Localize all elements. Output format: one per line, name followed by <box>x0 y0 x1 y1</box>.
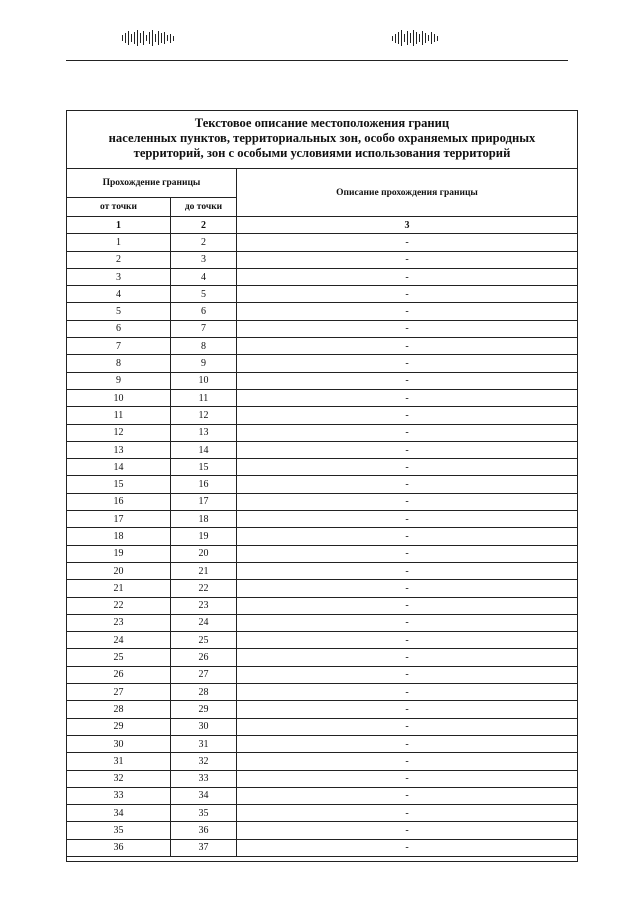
table-row <box>67 476 577 493</box>
from-point-cell: 31 <box>67 753 171 769</box>
column-number: 3 <box>404 219 410 231</box>
description-cell: - <box>405 236 409 248</box>
barcode-right <box>392 30 438 46</box>
description-cell: - <box>405 617 409 629</box>
table-title <box>67 111 577 169</box>
table-row <box>67 753 577 770</box>
table-row <box>67 269 577 286</box>
table-row <box>67 615 577 632</box>
from-point-cell: 21 <box>67 580 171 596</box>
from-point-cell: 24 <box>67 632 171 648</box>
from-point-cell: 22 <box>67 598 171 614</box>
table-row <box>67 442 577 459</box>
to-point-cell: 33 <box>171 771 237 787</box>
table-row <box>67 546 577 563</box>
title-line-3: территорий, зон с особыми условиями использования территорий <box>133 146 511 160</box>
description-cell: - <box>405 427 409 439</box>
description-cell: - <box>405 306 409 318</box>
to-point-cell: 20 <box>171 546 237 562</box>
description-cell: - <box>405 686 409 698</box>
table-row <box>67 580 577 597</box>
from-point-cell: 13 <box>67 442 171 458</box>
from-point-cell: 9 <box>67 373 171 389</box>
description-cell: - <box>405 496 409 508</box>
table-row <box>67 459 577 476</box>
to-point-cell: 18 <box>171 511 237 527</box>
table-row <box>67 563 577 580</box>
from-point-cell: 15 <box>67 476 171 492</box>
description-cell: - <box>405 375 409 387</box>
to-point-cell: 9 <box>171 355 237 371</box>
from-point-cell: 36 <box>67 840 171 856</box>
from-point-cell: 25 <box>67 649 171 665</box>
to-point-cell: 28 <box>171 684 237 700</box>
to-point-cell: 19 <box>171 528 237 544</box>
from-point-cell: 1 <box>67 234 171 250</box>
description-cell: - <box>405 358 409 370</box>
table-row <box>67 511 577 528</box>
description-cell: - <box>405 721 409 733</box>
table-row <box>67 788 577 805</box>
from-point-cell: 30 <box>67 736 171 752</box>
to-point-cell: 17 <box>171 494 237 510</box>
from-point-cell: 10 <box>67 390 171 406</box>
header-boundary-passage: Прохождение границы <box>67 169 237 198</box>
column-number: 2 <box>171 217 237 233</box>
description-cell: - <box>405 548 409 560</box>
to-point-cell: 34 <box>171 788 237 804</box>
description-cell: - <box>405 842 409 854</box>
from-point-cell: 35 <box>67 822 171 838</box>
from-point-cell: 6 <box>67 321 171 337</box>
table-row <box>67 649 577 666</box>
description-cell: - <box>405 755 409 767</box>
from-point-cell: 27 <box>67 684 171 700</box>
description-cell: - <box>405 479 409 491</box>
table-row <box>67 355 577 372</box>
table-row <box>67 736 577 753</box>
description-cell: - <box>405 738 409 750</box>
description-cell: - <box>405 254 409 266</box>
table-row <box>67 701 577 718</box>
from-point-cell: 20 <box>67 563 171 579</box>
description-cell: - <box>405 409 409 421</box>
to-point-cell: 23 <box>171 598 237 614</box>
to-point-cell: 36 <box>171 822 237 838</box>
to-point-cell: 3 <box>171 252 237 268</box>
from-point-cell: 7 <box>67 338 171 354</box>
description-cell: - <box>405 323 409 335</box>
title-line-2: населенных пунктов, территориальных зон, особо охраняемых природных <box>108 131 536 145</box>
to-point-cell: 25 <box>171 632 237 648</box>
table-row <box>67 252 577 269</box>
from-point-cell: 33 <box>67 788 171 804</box>
description-cell: - <box>405 582 409 594</box>
to-point-cell: 8 <box>171 338 237 354</box>
from-point-cell: 29 <box>67 719 171 735</box>
from-point-cell: 28 <box>67 701 171 717</box>
to-point-cell: 13 <box>171 425 237 441</box>
description-cell: - <box>405 392 409 404</box>
to-point-cell: 32 <box>171 753 237 769</box>
from-point-cell: 16 <box>67 494 171 510</box>
description-cell: - <box>405 444 409 456</box>
to-point-cell: 30 <box>171 719 237 735</box>
description-cell: - <box>405 825 409 837</box>
to-point-cell: 11 <box>171 390 237 406</box>
description-cell: - <box>405 461 409 473</box>
table-row <box>67 373 577 390</box>
from-point-cell: 14 <box>67 459 171 475</box>
table-row <box>67 719 577 736</box>
to-point-cell: 27 <box>171 667 237 683</box>
to-point-cell: 16 <box>171 476 237 492</box>
to-point-cell: 5 <box>171 286 237 302</box>
table-row <box>67 771 577 788</box>
description-cell: - <box>405 634 409 646</box>
header-to-point: до точки <box>171 198 237 217</box>
description-cell: - <box>405 288 409 300</box>
to-point-cell: 10 <box>171 373 237 389</box>
header-from-point: от точки <box>67 198 171 217</box>
description-cell: - <box>405 530 409 542</box>
table-row <box>67 667 577 684</box>
description-cell: - <box>405 652 409 664</box>
boundary-table <box>66 110 578 862</box>
from-point-cell: 34 <box>67 805 171 821</box>
to-point-cell: 29 <box>171 701 237 717</box>
to-point-cell: 21 <box>171 563 237 579</box>
column-number-row <box>67 217 577 234</box>
from-point-cell: 17 <box>67 511 171 527</box>
table-row <box>67 321 577 338</box>
table-row <box>67 840 577 857</box>
description-cell: - <box>405 807 409 819</box>
description-cell: - <box>405 669 409 681</box>
from-point-cell: 12 <box>67 425 171 441</box>
to-point-cell: 26 <box>171 649 237 665</box>
description-cell: - <box>405 513 409 525</box>
from-point-cell: 23 <box>67 615 171 631</box>
column-number: 1 <box>67 217 171 233</box>
table-row <box>67 822 577 839</box>
to-point-cell: 24 <box>171 615 237 631</box>
to-point-cell: 15 <box>171 459 237 475</box>
from-point-cell: 11 <box>67 407 171 423</box>
from-point-cell: 18 <box>67 528 171 544</box>
to-point-cell: 2 <box>171 234 237 250</box>
from-point-cell: 5 <box>67 303 171 319</box>
table-row <box>67 234 577 251</box>
table-row <box>67 494 577 511</box>
table-row <box>67 286 577 303</box>
from-point-cell: 32 <box>67 771 171 787</box>
to-point-cell: 12 <box>171 407 237 423</box>
table-row <box>67 425 577 442</box>
to-point-cell: 4 <box>171 269 237 285</box>
header-description: Описание прохождения границы <box>237 169 577 217</box>
to-point-cell: 31 <box>171 736 237 752</box>
barcode-left <box>122 30 174 46</box>
description-cell: - <box>405 703 409 715</box>
to-point-cell: 22 <box>171 580 237 596</box>
header-rule <box>66 60 568 61</box>
description-cell: - <box>405 790 409 802</box>
to-point-cell: 7 <box>171 321 237 337</box>
from-point-cell: 3 <box>67 269 171 285</box>
description-cell: - <box>405 340 409 352</box>
table-row <box>67 390 577 407</box>
table-row <box>67 632 577 649</box>
description-cell: - <box>405 600 409 612</box>
table-row <box>67 338 577 355</box>
table-row <box>67 407 577 424</box>
table-row <box>67 805 577 822</box>
table-row <box>67 684 577 701</box>
table-row <box>67 303 577 320</box>
table-row <box>67 528 577 545</box>
title-line-1: Текстовое описание местоположения границ <box>194 116 450 130</box>
from-point-cell: 2 <box>67 252 171 268</box>
to-point-cell: 14 <box>171 442 237 458</box>
to-point-cell: 37 <box>171 840 237 856</box>
from-point-cell: 26 <box>67 667 171 683</box>
to-point-cell: 35 <box>171 805 237 821</box>
description-cell: - <box>405 773 409 785</box>
to-point-cell: 6 <box>171 303 237 319</box>
from-point-cell: 8 <box>67 355 171 371</box>
table-row <box>67 598 577 615</box>
description-cell: - <box>405 271 409 283</box>
from-point-cell: 19 <box>67 546 171 562</box>
from-point-cell: 4 <box>67 286 171 302</box>
table-body <box>67 217 577 857</box>
description-cell: - <box>405 565 409 577</box>
